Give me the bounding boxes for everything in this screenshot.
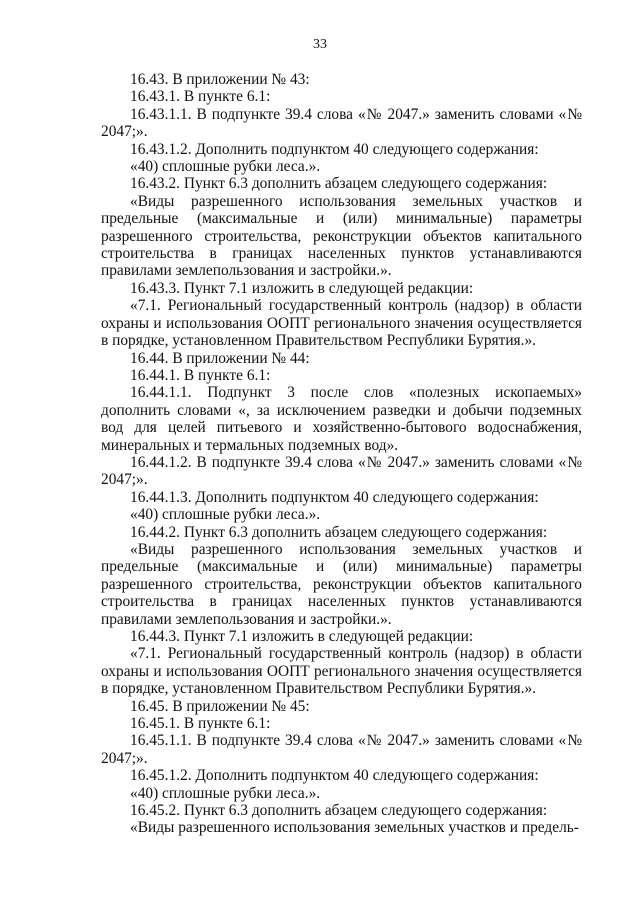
quote-point-7-1: «7.1. Региональный государственный контроль (надзор) в области охраны и использования ООПТ регионального значения осуществляется в порядке, установленном Правительством Республики Бурятия.».	[101, 645, 582, 698]
quote-subpoint-40: «40) сплошные рубки леса.».	[130, 158, 321, 176]
paragraph-16-43: 16.43. В приложении № 43:	[130, 71, 310, 88]
paragraph-16-43-1-1: 16.43.1.1. В подпункте 39.4 слова «№ 2047.» заменить словами «№ 2047;».	[101, 105, 582, 141]
quote-land-use-paragraph-start: «Виды разрешенного использования земельных участков и предель-	[130, 819, 579, 837]
paragraph-16-43-3: 16.43.3. Пункт 7.1 изложить в следующей редакции:	[130, 279, 474, 297]
paragraph-16-43-1-2: 16.43.1.2. Дополнить подпунктом 40 следующего содержания:	[130, 140, 539, 158]
paragraph-16-45-1: 16.45.1. В пункте 6.1:	[130, 715, 271, 733]
paragraph-16-45: 16.45. В приложении № 45:	[130, 697, 310, 715]
paragraph-16-43-2: 16.43.2. Пункт 6.3 дополнить абзацем следующего содержания:	[130, 175, 548, 193]
quote-land-use-paragraph: «Виды разрешенного использования земельных участков и предельные (максимальные и (или) минимальные) параметры разрешенного строительства, реконструкции объектов капитального строительства в границах населенных пунктов устанавливаются правилами землепользования и застройки.».	[101, 540, 582, 628]
paragraph-16-44: 16.44. В приложении № 44:	[130, 349, 310, 367]
quote-land-use-paragraph: «Виды разрешенного использования земельных участков и предельные (максимальные и (или) минимальные) параметры разрешенного строительства, реконструкции объектов капитального строительства в границах населенных пунктов устанавливаются правилами землепользования и застройки.».	[101, 192, 582, 280]
paragraph-16-44-1-2: 16.44.1.2. В подпункте 39.4 слова «№ 2047.» заменить словами «№ 2047;».	[101, 453, 582, 489]
paragraph-16-44-3: 16.44.3. Пункт 7.1 изложить в следующей редакции:	[130, 628, 474, 645]
quote-subpoint-40: «40) сплошные рубки леса.».	[130, 784, 321, 802]
paragraph-16-44-1-1: 16.44.1.1. Подпункт 3 после слов «полезных ископаемых» дополнить словами «, за исключением разведки и добычи подземных вод для целей питьевого и хозяйственно-бытового водоснабжения, минеральных и термальных подземных вод».	[101, 384, 582, 454]
quote-point-7-1: «7.1. Региональный государственный контроль (надзор) в области охраны и использования ООПТ регионального значения осуществляется в порядке, установленном Правительством Республики Бурятия.».	[101, 297, 582, 350]
paragraph-16-45-1-2: 16.45.1.2. Дополнить подпунктом 40 следующего содержания:	[130, 767, 539, 785]
page-number: 33	[313, 37, 327, 52]
paragraph-16-45-2: 16.45.2. Пункт 6.3 дополнить абзацем следующего содержания:	[130, 802, 548, 820]
paragraph-16-44-1-3: 16.44.1.3. Дополнить подпунктом 40 следующего содержания:	[130, 488, 539, 506]
paragraph-16-45-1-1: 16.45.1.1. В подпункте 39.4 слова «№ 2047.» заменить словами «№ 2047;».	[101, 732, 582, 767]
paragraph-16-44-1: 16.44.1. В пункте 6.1:	[130, 366, 271, 384]
quote-subpoint-40: «40) сплошные рубки леса.».	[130, 506, 321, 524]
paragraph-16-44-2: 16.44.2. Пункт 6.3 дополнить абзацем следующего содержания:	[130, 523, 548, 541]
document-body	[101, 71, 582, 837]
paragraph-16-43-1: 16.43.1. В пункте 6.1:	[130, 88, 271, 106]
